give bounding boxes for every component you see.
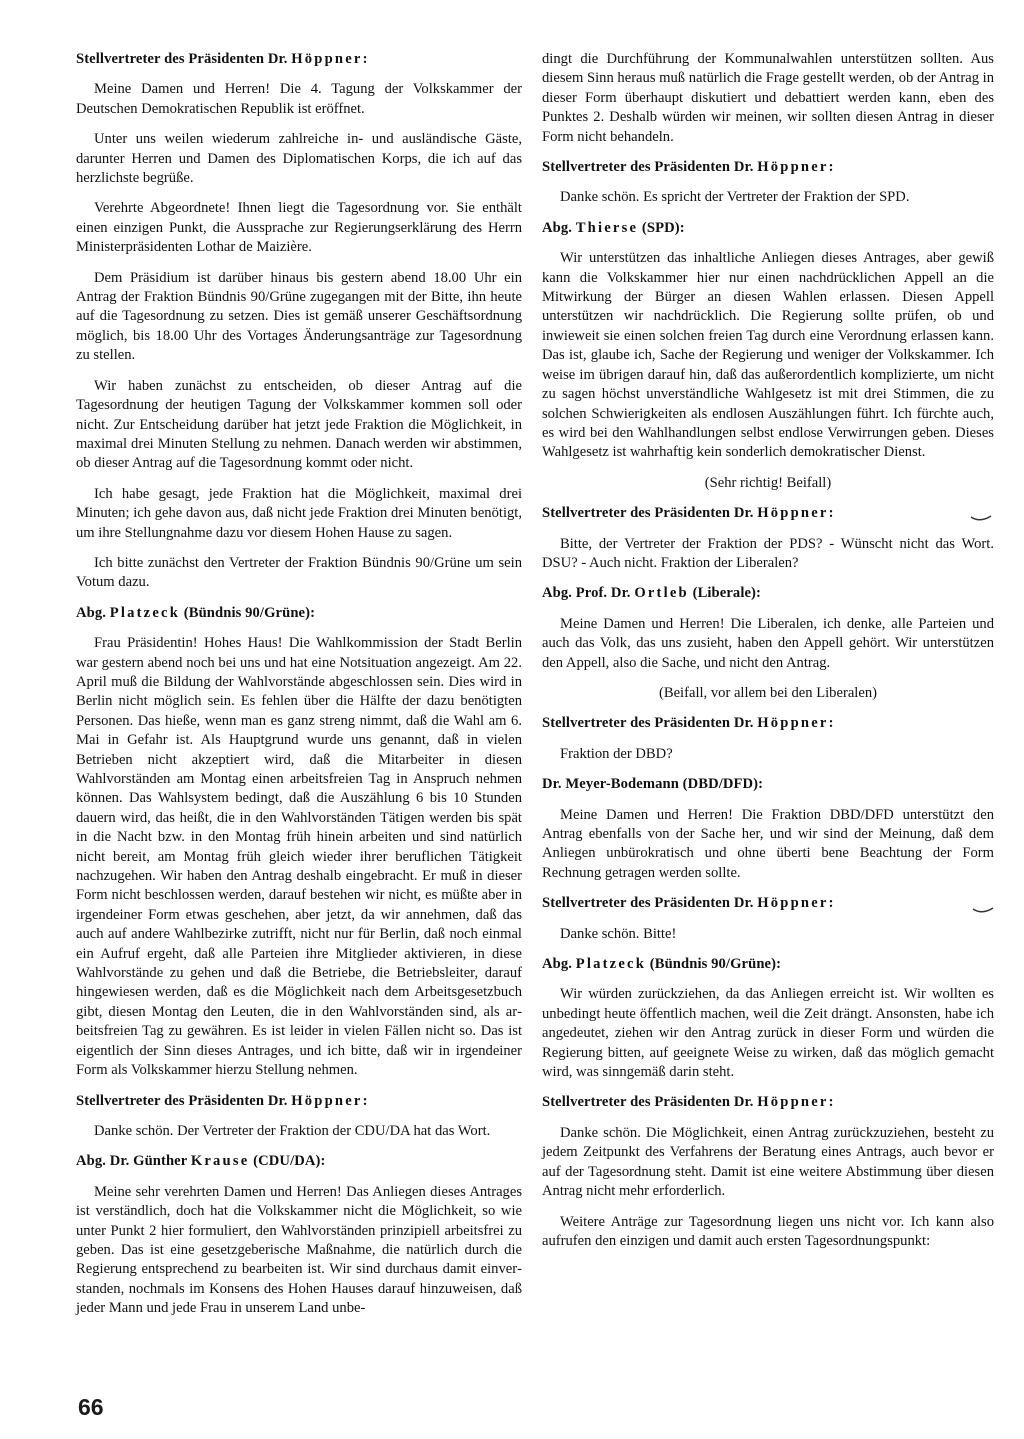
speaker-suffix: :	[828, 895, 834, 912]
speaker-name: Krause	[190, 1153, 250, 1170]
speaker-prefix: Abg.	[76, 604, 110, 621]
speech-paragraph: Danke schön. Die Möglichkeit, einen Antrag zurückzuziehen, besteht zu jedem Zeitpunkt des Verfahrens der Beratung eines Antrags, auch bevor er auf der Tagesordnung steht. Damit ist eine weitere Abstimmung über diesen Antrag nicht mehr erforderlich.	[542, 1124, 994, 1200]
speech-paragraph: Ich habe gesagt, jede Fraktion hat die Möglichkeit, maximal drei Minuten; ich gehe davon aus, daß nicht jede Fraktion drei Minuten benötigt, um ihre Stellungnahme dazu vor diesem Hohen Hause zu sagen.	[76, 485, 522, 541]
speech-paragraph: Wir würden zurückziehen, da das Anliegen erreicht ist. Wir wollten es unbedingt heute öffentlich machen, weil die Zeit drängt. Ansonsten, habe ich angedeutet, ziehen wir den Antrag zurück in dieser Form und würden die Regierung bitten, auf geeignete Weise zu wirken, daß das möglich gemacht wird, was sinngemäß darin steht.	[542, 986, 994, 1081]
speech-paragraph: Bitte, der Vertreter der Fraktion der PDS? - Wünscht nicht das Wort. DSU? - Auch nicht. Fraktion der Liberalen?	[542, 535, 994, 571]
speaker-prefix: Dr. Meyer-Bodemann (DBD/DFD):	[542, 776, 764, 793]
speech-paragraph: Dem Präsidium ist darüber hinaus bis gestern abend 18.00 Uhr ein Antrag der Fraktion Bündnis 90/Grüne zugegangen mit der Bitte, ihn heute auf die Tagesordnung zu setzen. Dies ist gemäß unserer Geschäftsordnung möglich, bis 18.00 Uhr des Vortages Änderungsanträge zur Tagesordnung zu stellen.	[76, 269, 522, 364]
speaker-name: Höppner	[757, 505, 829, 522]
speaker-prefix: Stellvertreter des Präsidenten Dr.	[76, 51, 292, 67]
speaker-heading	[76, 1092, 522, 1111]
margin-mark-2	[972, 906, 994, 914]
speaker-heading	[542, 955, 994, 974]
speech-paragraph: Meine Damen und Herren! Die Liberalen, ich denke, alle Parteien und auch das Volk, das uns zusieht, haben den Appell gehört. Wir unterstützen den Appell, also die Sache, und nicht den Antrag.	[542, 615, 994, 671]
speaker-heading	[542, 775, 994, 794]
speaker-suffix: :	[362, 51, 368, 67]
speech-paragraph: Meine sehr verehrten Damen und Herren! Das Anliegen dieses Antrages ist verständlich, doch hat die Volkskammer nicht die Möglichkeit, so wie unter Punkt 2 hier formuliert, den Wahlvorständen prinzipiell arbeitsfrei zu geben. Das ist eine gesetzgeberische Maßnahme, die natürlich durch die Regierung entsprechend zu bearbeiten ist. Wir sind durchaus damit einverstanden, nochmals im Konsens des Hohen Hauses darauf hinzuweisen, daß jeder Mann und jede Frau in unserem Land unbe-	[76, 1183, 522, 1317]
speaker-suffix: (Bündnis 90/Grüne):	[646, 956, 782, 973]
speaker-prefix: Stellvertreter des Präsidenten Dr.	[76, 1092, 292, 1109]
speaker-suffix: :	[828, 505, 834, 522]
speaker-prefix: Abg.	[542, 956, 576, 973]
speaker-prefix: Abg.	[542, 219, 576, 236]
speaker-name: Platzeck	[109, 604, 181, 621]
speaker-prefix: Stellvertreter des Präsidenten Dr.	[542, 1094, 758, 1111]
speech-paragraph: Verehrte Abgeordnete! Ihnen liegt die Tagesordnung vor. Sie enthält einen einzigen Punkt, die Aussprache zur Regierungserklärung des Herrn Ministerpräsidenten Lothar de Maizière.	[76, 200, 522, 256]
speaker-name: Höppner	[291, 51, 363, 67]
speech-paragraph: Fraktion der DBD?	[560, 745, 673, 762]
speech-paragraph: Unter uns weilen wiederum zahlreiche in- und ausländische Gäste, darunter Herren und Damen des Diplomatischen Korps, die ich auf das herzlichste begrüße.	[76, 131, 522, 187]
speaker-name: Platzeck	[575, 956, 647, 973]
speaker-prefix: Abg. Dr. Günther	[76, 1153, 191, 1170]
interjection: (Sehr richtig! Beifall)	[704, 474, 832, 491]
speech-paragraph: Meine Damen und Herren! Die 4. Tagung der Volkskammer der Deutschen Demokratischen Republik ist eröffnet.	[76, 81, 522, 117]
speech-paragraph: Ich bitte zunächst den Vertreter der Fraktion Bündnis 90/Grüne um sein Votum dazu.	[76, 554, 522, 591]
speaker-name: Höppner	[757, 895, 829, 912]
speaker-name: Thierse	[575, 219, 639, 236]
speaker-heading	[542, 219, 994, 238]
speaker-heading	[542, 894, 994, 913]
speech-paragraph: Danke schön. Bitte!	[560, 925, 677, 942]
speech-paragraph: Meine Damen und Herren! Die Fraktion DBD/DFD unterstützt den Antrag ebenfalls von der Sache her, und wir sind der Meinung, daß dem Anliegen unbürokratisch und ohne überti bene Beachtung der Form Rechnung getragen werden sollte.	[542, 806, 994, 881]
speaker-heading	[542, 158, 994, 177]
speaker-heading	[76, 50, 522, 69]
speech-paragraph: Weitere Anträge zur Tagesordnung liegen uns nicht vor. Ich kann also aufrufen den einzigen und damit auch ersten Tagesordnungspunkt:	[542, 1213, 994, 1249]
speech-paragraph: Frau Präsidentin! Hohes Haus! Die Wahlkommission der Stadt Berlin war gestern abend noch bei uns und hat eine Notsituation angezeigt. Am 22. April muß die Bildung der Wahlvorstände abgeschlossen sein. Dies wird in Berlin nicht möglich sein. Es fehlen über die Hälfte der dazu benötigten Personen. Das hieße, wenn man es ganz streng nimmt, daß die Wahl am 6. Mai in Gefahr ist. Als Hauptgrund wurde uns genannt, daß in vielen Betrieben nicht akzeptiert wird, daß die Mitarbeiter in diesen Wahlvorständen am Montag einen arbeitsfreien Tag in Anspruch nehmen können. Das Wahlsystem bedingt, daß die Auszählung 6 bis 10 Stunden dauern wird, das heißt, die in den Wahlvorständen Tätigen werden bis spät in die Nacht bzw. in den Montag früh hinein arbeiten und sind natürlich nicht bereit, am Montag früh gleich wieder ihrer beruflichen Tätigkeit nachzugehen. Wir haben den Antrag deshalb eingebracht. Er muß in dieser Form nicht beschlossen werden, darauf bestehen wir nicht, es müßte aber in irgendeiner Form etwas geschehen, aber jetzt, da wir annehmen, daß das auch auf andere Wahlbezirke zutrifft, nicht nur für Berlin, daß noch einmal ein Aufruf ergeht, daß alle Parteien ihre Mitglieder aktivieren, in diese Wahlvorstände zu gehen und daß die Betriebe, die Betriebsleiter, darauf hingewiesen werden, daß es die Möglichkeit nach dem Arbeitsgesetzbuch gibt, diesen Montag den Leuten, die in den Wahlvorständen sind, als arbeitsfreien Tag zu gewähren. Es ist leider in vielen Fällen nicht so. Das ist eigentlich der Sinn dieses Antrages, und ich bitte, daß wir in irgendeiner Form als Volkskammer hierzu Stellung nehmen.	[76, 635, 522, 1079]
speaker-suffix: :	[828, 159, 834, 176]
speaker-heading	[76, 1152, 522, 1171]
speaker-prefix: Abg. Prof. Dr.	[542, 585, 635, 602]
speaker-heading	[542, 1093, 994, 1112]
interjection: (Beifall, vor allem bei den Liberalen)	[658, 684, 877, 701]
speaker-prefix: Stellvertreter des Präsidenten Dr.	[542, 715, 758, 732]
speaker-prefix: Stellvertreter des Präsidenten Dr.	[542, 505, 758, 522]
speaker-suffix: (Bündnis 90/Grüne):	[180, 604, 316, 621]
margin-mark-1	[970, 514, 992, 522]
speaker-heading	[76, 604, 522, 623]
speaker-prefix: Stellvertreter des Präsidenten Dr.	[542, 159, 758, 176]
speech-paragraph: Danke schön. Der Vertreter der Fraktion der CDU/DA hat das Wort.	[94, 1122, 491, 1139]
speaker-heading	[542, 504, 994, 523]
speech-paragraph: dingt die Durchführung der Kommunalwahlen unterstützen sollten. Aus diesem Sinn heraus muß natürlich die Frage gestellt werden, ob der Antrag in dieser Form überhaupt diskutiert und debattiert werden kann, eben des Punktes 2. Deshalb würden wir meinen, wir sollten diesen Antrag in dieser Form nicht behandeln.	[542, 51, 994, 145]
speaker-suffix: (Liberale):	[688, 585, 761, 602]
speech-paragraph: Danke schön. Es spricht der Vertreter der Fraktion der SPD.	[560, 189, 910, 206]
speaker-heading	[542, 714, 994, 733]
speech-paragraph: Wir unterstützen das inhaltliche Anliegen dieses Antrages, aber gewiß kann die Volkskammer hier nur einen nachdrücklichen Appell an die Mitwirkung der Bürger an diesen Wahlen erlassen. Diesen Appell unterstützen wir nachdrücklich. Die Regierung sollte prüfen, ob und inwieweit sie einen solchen freien Tag durch eine Verordnung erlassen kann. Das ist, glaube ich, Sache der Regierung und weniger der Volkskammer. Ich weise im übrigen darauf hin, daß das außerordentlich komplizierte, um nicht zu sagen höchst unverständliche Wahlgesetz ist mit drei Stimmen, die zu solchen Schwierigkeiten als endlosen Auszählungen führt. Ich fürchte auch, es wird bei den Wahlhandlungen selbst endlose Verwirrungen geben. Dieses Wahlgesetz ist wahrhaftig kein sonderlich demokratischer Dienst.	[542, 250, 994, 461]
speaker-name: Höppner	[291, 1092, 363, 1109]
left-column	[76, 50, 522, 1330]
speaker-name: Höppner	[757, 1094, 829, 1111]
speaker-suffix: (CDU/DA):	[249, 1153, 326, 1170]
speaker-name: Höppner	[757, 159, 829, 176]
speaker-suffix: (SPD):	[638, 219, 685, 236]
speaker-suffix: :	[828, 1094, 834, 1111]
right-column	[542, 50, 994, 1262]
speaker-heading	[542, 584, 994, 603]
speaker-name: Ortleb	[634, 585, 689, 602]
page-number: 66	[78, 1394, 104, 1420]
speaker-prefix: Stellvertreter des Präsidenten Dr.	[542, 895, 758, 912]
speaker-suffix: :	[828, 715, 834, 732]
speech-paragraph: Wir haben zunächst zu entscheiden, ob dieser Antrag auf die Tagesordnung der heutigen Tagung der Volkskammer kommen soll oder nicht. Zur Entscheidung darüber hat jetzt jede Fraktion die Möglichkeit, in maximal drei Minuten Stellung zu nehmen. Danach werden wir abstimmen, ob dieser Antrag auf die Tagesordnung kommt oder nicht.	[76, 377, 522, 472]
speaker-suffix: :	[362, 1092, 368, 1109]
speaker-name: Höppner	[757, 715, 829, 732]
